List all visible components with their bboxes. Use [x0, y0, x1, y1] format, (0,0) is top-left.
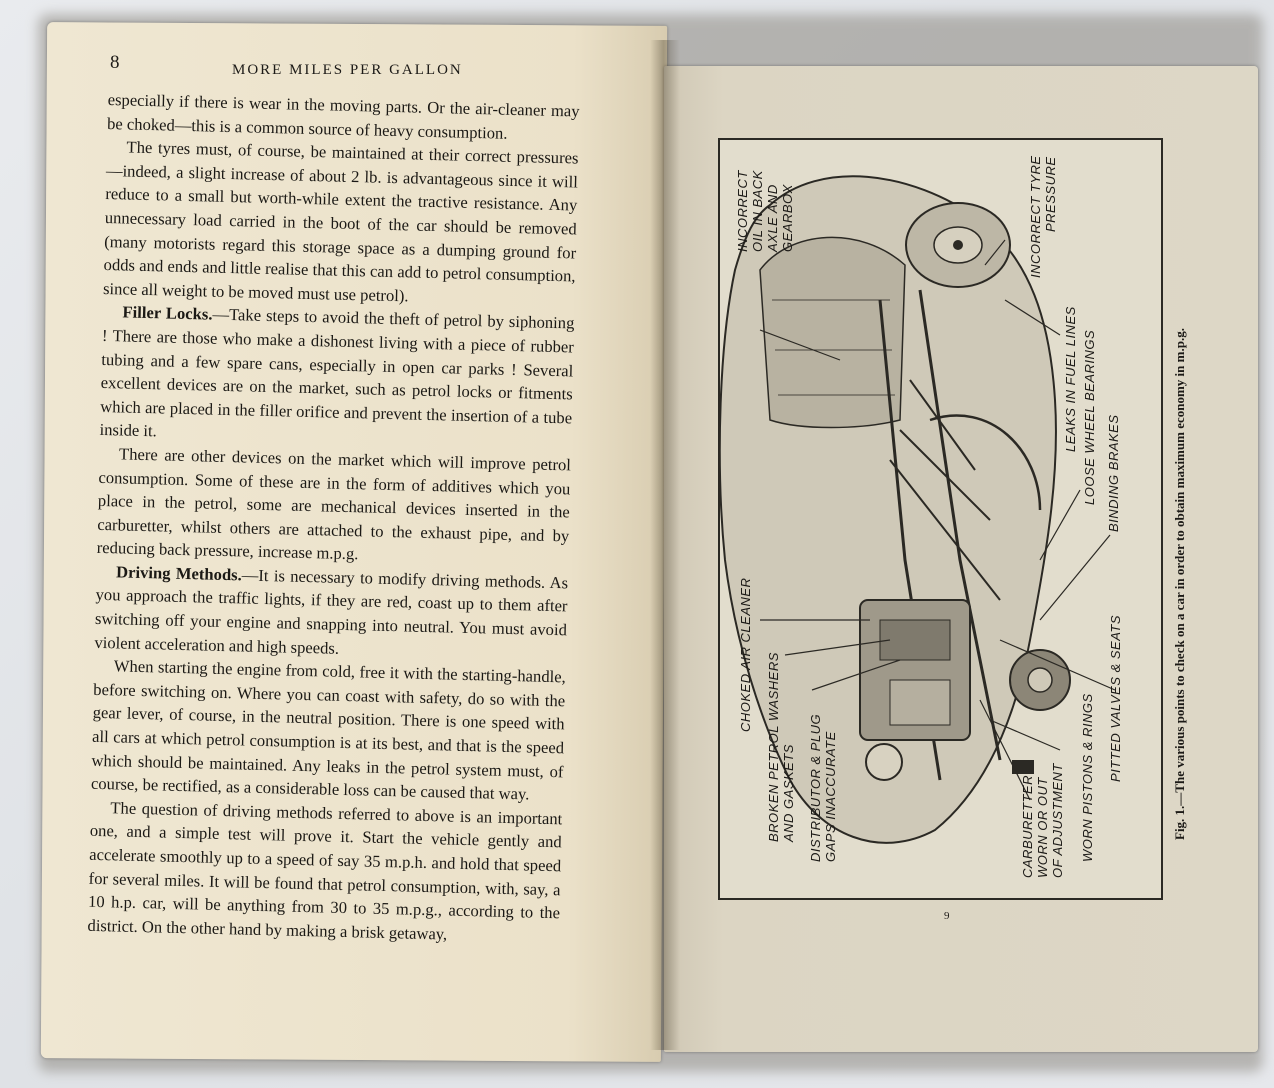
label-incorrect-oil: INCORRECT OIL IN BACK AXLE AND GEARBOX [735, 170, 795, 252]
label-broken-petrol-washers: BROKEN PETROL WASHERS AND GASKETS [766, 652, 796, 842]
paragraph: Driving Methods.—It is necessary to modify driving methods. As you approach the traffic lights, if they are red, coast up to them after switching off your engine and snapping into neutral. You must avoid violent acceleration and high speeds. [94, 562, 569, 658]
paragraph: The tyres must, of course, be maintained at their correct pressures—indeed, a slight increase of about 2 lb. is advantageous since it will reduce to a small but worth-while extent the tractive resistance. Any unnecessary load carried in the boot of the car should be removed (many motorists regard this storage space as a dumping ground for odds and ends and little realise that this can add to petrol consumption, since all weight to be moved must use petrol). [102, 137, 579, 306]
label-loose-wheel-bearings: LOOSE WHEEL BEARINGS [1082, 329, 1097, 505]
label-carburetter: CARBURETTER WORN OR OUT OF ADJUSTMENT [1020, 763, 1065, 878]
paragraph: Filler Locks.—Take steps to avoid the theft of petrol by siphoning ! There are those who make a dishonest living with a piece of rubber tubing and a few spare cans, especially in open car parks ! Several excellent devices are on the market, such as petrol locks or fitments which are placed in the filler orifice and prevent the insertion of a tube inside it. [99, 302, 575, 441]
label-binding-brakes: BINDING BRAKES [1106, 414, 1121, 532]
label-choked-air-cleaner: CHOKED AIR CLEANER [738, 577, 753, 732]
running-head: MORE MILES PER GALLON [232, 62, 463, 78]
label-worn-pistons-rings: WORN PISTONS & RINGS [1080, 693, 1095, 862]
page-number-left: 8 [110, 52, 120, 73]
label-distributor-plug-gaps: DISTRIBUTOR & PLUG GAPS INACCURATE [808, 713, 838, 862]
page-number-right: 9 [944, 910, 950, 922]
label-leaks-fuel-lines: LEAKS IN FUEL LINES [1063, 306, 1078, 452]
paragraph: There are other devices on the market which will improve petrol consumption. Some of these are in the form of additives which you place in the petrol, some are mechanical devices inserted in the carburetter, whilst others are attached to the exhaust pipe, and by reducing back pressure, increase m.p.g. [96, 444, 572, 564]
label-pitted-valves-seats: PITTED VALVES & SEATS [1108, 614, 1123, 782]
paragraph: The question of driving methods referred to above is an important one, and a simple test will prove it. Start the vehicle gently and accelerate smoothly up to a speed of say 35 m.p.h. and hold that speed for several miles. It will be found that petrol consumption, with, say, a 10 h.p. car, will be anything from 30 to 35 m.p.g., according to the district. On the other hand by making a brisk getaway, [87, 798, 563, 944]
paragraph: When starting the engine from cold, free it with the starting-handle, before switching on. Where you can coast with safety, do so with the gear lever, of course, in the neutral position. There is one speed with all cars at which petrol consumption is at its best, and that is the speed which should be maintained. Any leaks in the petrol system must, of course, be rectified, as a considerable loss can be caused that way. [90, 656, 566, 804]
figure-caption: Fig. 1.—The various points to check on a car in order to obtain maximum economy in m.p.g. [1172, 328, 1187, 840]
section-heading-filler-locks: Filler Locks. [122, 302, 213, 324]
label-incorrect-tyre-pressure: INCORRECT TYRE PRESSURE [1028, 155, 1058, 278]
paragraph: especially if there is wear in the moving parts. Or the air-cleaner may be choked—this is a common source of heavy consumption. [106, 89, 580, 143]
section-heading-driving-methods: Driving Methods. [115, 562, 243, 585]
